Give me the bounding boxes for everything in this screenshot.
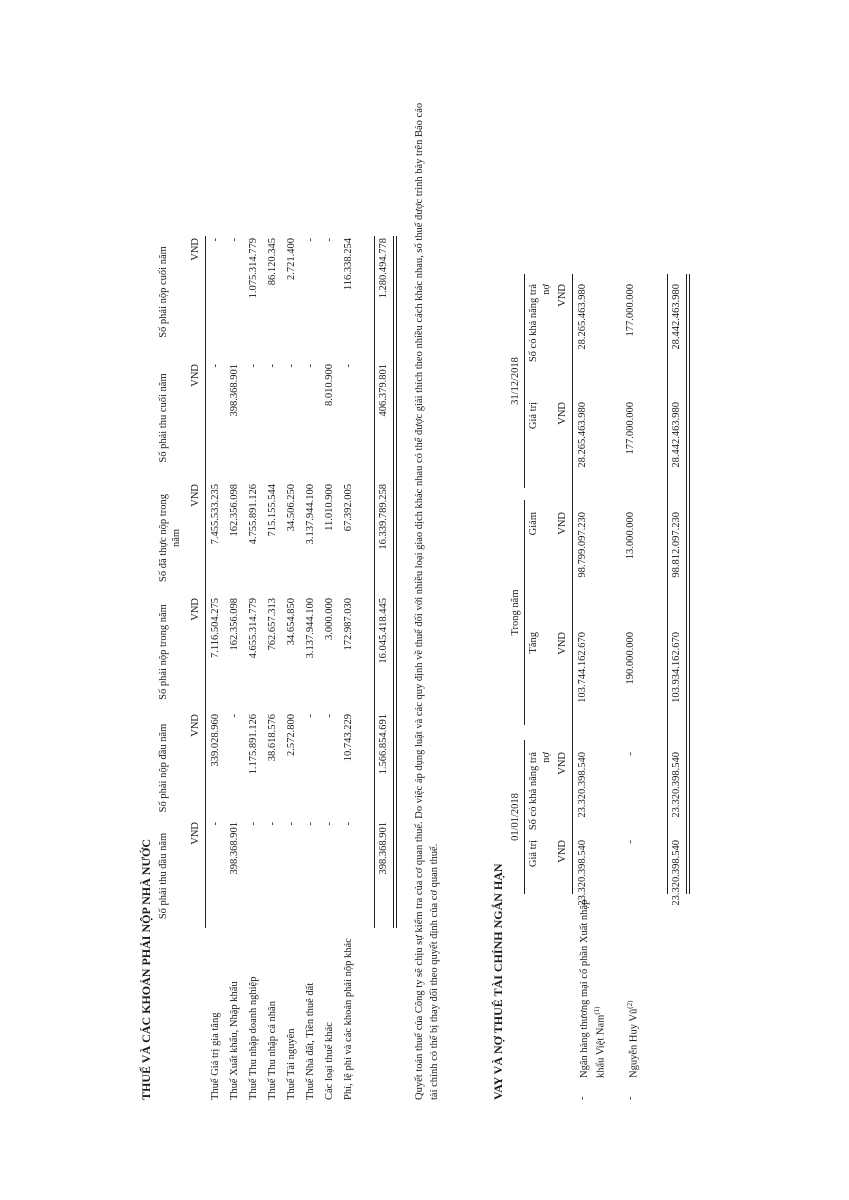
header-rule (205, 236, 206, 928)
loans-unit-label: VND (557, 840, 568, 863)
tax-cell: - (210, 822, 221, 826)
tax-cell: 11.010.900 (324, 484, 335, 531)
loans-cell: 23.320.398.540 (577, 752, 588, 818)
loans-total-cell: 28.442.463.980 (671, 284, 682, 350)
tax-total-cell: 16.045.418.445 (378, 598, 389, 664)
loans-row-label-text: Nguyễn Huy Vũ (628, 1008, 640, 1078)
tax-cell: 762.657.313 (267, 598, 278, 651)
loans-column-header: Số có khả năng trả nợ (528, 752, 552, 831)
tax-cell: 34.506.250 (286, 484, 297, 532)
tax-cell: 1.175.891.126 (248, 714, 259, 775)
tax-cell: - (248, 364, 259, 368)
tax-cell: 2.721.400 (286, 238, 297, 280)
loans-column-header: Tăng (528, 632, 539, 654)
loans-row-bullet: - (625, 1096, 636, 1100)
tax-cell: 172.987.030 (343, 598, 354, 651)
loans-total-cell: 98.812.097.230 (671, 512, 682, 578)
tax-cell: - (210, 238, 221, 242)
tax-total-cell: 1.280.494.778 (378, 238, 389, 299)
tax-cell: 8.010.900 (324, 364, 335, 406)
tax-cell: - (343, 364, 354, 368)
tax-cell: 7.116.504.275 (210, 598, 221, 658)
group-rule (524, 740, 525, 894)
tax-cell: 34.654.850 (286, 598, 297, 646)
tax-column-header: Số phải nộp trong năm (158, 604, 169, 700)
tax-row-label: Thuế Thu nhập cá nhân (267, 1001, 278, 1100)
loans-total-rule-bottom (686, 274, 690, 894)
tax-cell: - (305, 238, 316, 242)
tax-cell: - (324, 238, 335, 242)
loans-cell: 177.000.000 (625, 284, 636, 337)
tax-note: Quyết toán thuế của Công ty sẽ chịu sự kiểm tra của cơ quan thuế. Do việc áp dụng luật và các quy định về thuế đối với nhiều loại giao dịch khác nhau có thể được giải thích theo nhiều cách khác nhau, số thuế được trình bày trên Báo cáo tài chính có thể bị thay đổi theo quyết định của cơ quan thuế. (414, 102, 441, 1100)
tax-row-label: Thuế Giá trị gia tăng (210, 1012, 221, 1100)
tax-cell: 398.368.901 (229, 822, 240, 875)
tax-unit-label: VND (190, 238, 201, 261)
loans-cell: - (625, 840, 636, 844)
tax-cell: 162.356.098 (229, 598, 240, 651)
loans-unit-label: VND (557, 284, 568, 307)
loans-unit-label: VND (557, 632, 568, 655)
tax-cell: - (210, 364, 221, 368)
tax-column-header: Số đã thực nộp trong năm (158, 494, 182, 582)
tax-unit-label: VND (190, 714, 201, 737)
loans-cell: - (625, 752, 636, 756)
tax-cell: - (305, 822, 316, 826)
loans-cell: 190.000.000 (625, 632, 636, 685)
tax-cell: 715.155.544 (267, 484, 278, 537)
tax-row-label: Các loại thuế khác (324, 1022, 335, 1100)
tax-cell: - (343, 822, 354, 826)
loans-cell: 177.000.000 (625, 402, 636, 455)
tax-row-label: Phí, lệ phí và các khoản phải nộp khác (343, 938, 354, 1100)
tax-unit-label: VND (190, 598, 201, 621)
total-rule-bottom (393, 236, 397, 928)
footnote-ref: (1) (593, 1006, 602, 1015)
tax-cell: 38.618.576 (267, 714, 278, 762)
tax-cell: 4.655.314.779 (248, 598, 259, 659)
tax-cell: - (267, 822, 278, 826)
tax-cell: 67.392.005 (343, 484, 354, 532)
group-rule (524, 500, 525, 725)
loans-total-cell: 28.442.463.980 (671, 402, 682, 468)
loans-section-title: VAY VÀ NỢ THUÊ TÀI CHÍNH NGẮN HẠN (491, 863, 505, 1100)
tax-cell: 398.368.901 (229, 364, 240, 417)
tax-cell: - (229, 238, 240, 242)
loans-group-header: 01/01/2018 (510, 793, 521, 841)
loans-row-label-text: Ngân hàng thương mại cổ phần Xuất nhập khẩu Việt Nam (579, 899, 607, 1078)
group-rule (524, 274, 525, 488)
tax-column-header: Số phải thu cuối năm (158, 373, 169, 463)
tax-row-label: Thuế Tài nguyên (286, 1028, 297, 1100)
tax-cell: - (229, 714, 240, 718)
tax-cell: 1.075.314.779 (248, 238, 259, 299)
tax-total-cell: 406.379.801 (378, 364, 389, 417)
loans-cell: 28.265.463.980 (577, 402, 588, 468)
loans-unit-label: VND (557, 752, 568, 775)
tax-cell: - (267, 364, 278, 368)
tax-cell: 3.137.944.100 (305, 484, 316, 545)
tax-cell: 162.356.098 (229, 484, 240, 537)
tax-row-label: Thuế Nhà đất, Tiền thuê đất (305, 982, 316, 1100)
tax-cell: - (286, 822, 297, 826)
tax-column-header: Số phải nộp cuối năm (158, 246, 169, 338)
tax-section-title: THUẾ VÀ CÁC KHOẢN PHẢI NỘP NHÀ NƯỚC (139, 838, 153, 1100)
loans-column-header: Giá trị (528, 840, 539, 868)
tax-unit-label: VND (190, 364, 201, 387)
loans-group-header: 31/12/2018 (510, 357, 521, 405)
tax-cell: 10.743.229 (343, 714, 354, 762)
tax-unit-label: VND (190, 484, 201, 507)
loans-cell: 98.799.097.230 (577, 512, 588, 578)
loans-unit-label: VND (557, 402, 568, 425)
tax-row-label: Thuế Thu nhập doanh nghiệp (248, 976, 259, 1100)
loans-group-header: Trong năm (510, 589, 521, 636)
tax-cell: 2.572.800 (286, 714, 297, 756)
tax-column-header: Số phải nộp đầu năm (158, 723, 169, 813)
tax-cell: - (305, 364, 316, 368)
tax-cell: 339.028.960 (210, 714, 221, 767)
tax-cell: - (324, 714, 335, 718)
loans-cell: 23.320.398.540 (577, 840, 588, 906)
loans-cell: 13.000.000 (625, 512, 636, 560)
loans-total-cell: 23.320.398.540 (671, 840, 682, 906)
tax-cell: 3.000.000 (324, 598, 335, 640)
tax-cell: 7.455.533.235 (210, 484, 221, 545)
loans-row-bullet: - (577, 1096, 588, 1100)
tax-cell: - (324, 822, 335, 826)
footnote-ref: (2) (626, 1000, 634, 1009)
loans-total-cell: 23.320.398.540 (671, 752, 682, 818)
tax-cell: 3.137.944.100 (305, 598, 316, 659)
loans-column-header: Số có khả năng trả nợ (528, 284, 552, 363)
total-rule-top (374, 236, 375, 928)
loans-column-header: Giảm (528, 512, 539, 536)
tax-total-cell: 398.368.901 (378, 822, 389, 875)
tax-cell: 116.338.254 (343, 238, 354, 291)
loans-header-rule (572, 274, 573, 894)
loans-cell: 28.265.463.980 (577, 284, 588, 350)
tax-cell: 4.755.891.126 (248, 484, 259, 545)
loans-unit-label: VND (557, 512, 568, 535)
tax-cell: - (286, 364, 297, 368)
tax-cell: 86.120.345 (267, 238, 278, 286)
loans-cell: 103.744.162.670 (577, 632, 588, 703)
tax-cell: - (305, 714, 316, 718)
tax-row-label: Thuế Xuất khẩu, Nhập khẩu (229, 981, 240, 1100)
loans-total-cell: 103.934.162.670 (671, 632, 682, 703)
tax-total-cell: 16.339.789.258 (378, 484, 389, 550)
tax-total-cell: 1.566.854.691 (378, 714, 389, 775)
tax-cell: - (248, 822, 259, 826)
tax-column-header: Số phải thu đầu năm (158, 832, 169, 920)
tax-unit-label: VND (190, 822, 201, 845)
loans-column-header: Giá trị (528, 402, 539, 430)
loans-total-rule-top (667, 274, 668, 894)
